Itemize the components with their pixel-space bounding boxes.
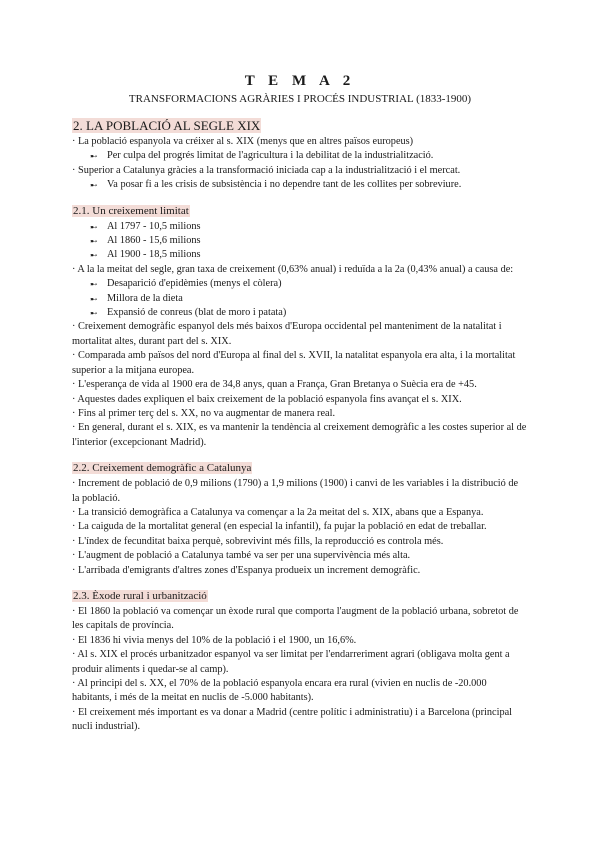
text-line: · Fins al primer terç del s. XX, no va augmentar de manera real. <box>72 407 336 419</box>
text-line: · La caiguda de la mortalitat general (en especial la infantil), fa pujar la població en edat de treballar. <box>72 521 487 533</box>
text-line: · L'esperança de vida al 1900 era de 34,8 anys, quan a França, Gran Bretanya o Suècia era de +45. <box>72 379 477 391</box>
text-line: · Comparada amb països del nord d'Europa al final del s. XVII, la natalitat espanyola era alta, i la mortalitat superior a la mitjana europea. <box>72 350 516 376</box>
text-line: · El 1836 hi vivia menys del 10% de la població i el 1900, un 16,6%. <box>72 634 357 646</box>
text-line: · El creixement més important es va donar a Madrid (centre polític i administratiu) i a Barcelona (principal nucli industrial). <box>72 706 513 733</box>
arrow-bullet-icon: ➸ <box>90 221 98 232</box>
list-item <box>90 306 528 320</box>
bullet-list <box>72 149 528 163</box>
text-line: · L'arribada d'emigrants d'altres zones d'Espanya produeix un increment demogràfic. <box>72 564 421 576</box>
list-item-text: Desaparició d'epidèmies (menys el còlera) <box>107 278 282 290</box>
list-item <box>90 248 528 262</box>
section-heading-2-2 <box>72 461 528 476</box>
arrow-bullet-icon: ➸ <box>90 151 98 162</box>
list-item-text: Al 1900 - 18,5 milions <box>107 249 201 261</box>
section-heading-2-1 <box>72 204 528 219</box>
list-item <box>90 220 528 234</box>
arrow-bullet-icon: ➸ <box>90 236 98 247</box>
list-item-text: Expansió de conreus (blat de moro i patata) <box>107 307 287 319</box>
list-item <box>90 149 528 163</box>
list-item-text: Millora de la dieta <box>107 292 183 304</box>
section-heading-2-3-text: 2.3. Èxode rural i urbanització <box>73 589 207 602</box>
text-line: · A la la meitat del segle, gran taxa de creixement (0,63% anual) i reduïda a la 2a (0,43% anual) a causa de: <box>72 263 514 275</box>
section-heading-2-3 <box>72 589 528 604</box>
text-line: · En general, durant el s. XIX, es va mantenir la tendència al creixement demogràfic a les costes superior al de l'interior (excepcionant Madrid). <box>72 422 527 448</box>
arrow-bullet-icon: ➸ <box>90 308 98 319</box>
list-item <box>90 292 528 306</box>
text-line: · Creixement demogràfic espanyol dels més baixos d'Europa occidental pel manteniment de la natalitat i mortalitat altes, durant part del s. XIX. <box>72 321 502 347</box>
text-line: · Aquestes dades expliquen el baix creixement de la població espanyola fins avançat el s. XIX. <box>72 393 462 405</box>
text-line: · La transició demogràfica a Catalunya va començar a la 2a meitat del s. XIX, abans que a Espanya. <box>72 506 484 518</box>
section-heading-2-text: 2. LA POBLACIÓ AL SEGLE XIX <box>73 118 261 133</box>
list-item <box>90 277 528 291</box>
document-title: T E M A 2 <box>244 73 356 89</box>
text-line: · La població espanyola va créixer al s. XIX (menys que en altres països europeus) <box>72 136 414 147</box>
text-line: · Increment de població de 0,9 milions (1790) a 1,9 milions (1900) i canvi de les variables i la distribució de la població. <box>72 478 519 504</box>
document-subtitle: TRANSFORMACIONS AGRÀRIES I PROCÉS INDUSTRIAL (1833-1900) <box>128 93 472 105</box>
arrow-bullet-icon: ➸ <box>90 279 98 290</box>
list-item-text: Va posar fi a les crisis de subsistència i no dependre tant de les collites per sobreviure. <box>107 179 462 191</box>
arrow-bullet-icon: ➸ <box>90 250 98 261</box>
text-line: · El 1860 la població va començar un èxode rural que comporta l'augment de la població urbana, sobretot de les capitals de província. <box>72 605 519 632</box>
text-line: · Al s. XIX el procés urbanitzador espanyol va ser limitat per l'endarreriment agrari (obligava molta gent a produir aliments i quedar-se al camp). <box>72 649 510 675</box>
bullet-list <box>72 220 528 263</box>
section-heading-2-1-text: 2.1. Un creixement limitat <box>73 204 189 217</box>
list-item-text: Al 1797 - 10,5 milions <box>107 220 201 232</box>
arrow-bullet-icon: ➸ <box>90 180 98 191</box>
arrow-bullet-icon: ➸ <box>90 293 98 304</box>
text-line: · Al principi del s. XX, el 70% de la població espanyola encara era rural (vivien en nuclis de -20.000 habitants, i més de la meitat en nuclis de -5.000 habitants). <box>72 678 487 704</box>
list-item <box>90 178 528 192</box>
text-line: · Superior a Catalunya gràcies a la transformació iniciada cap a la industrialització i el mercat. <box>72 164 461 176</box>
list-item <box>90 234 528 248</box>
section-heading-2-2-text: 2.2. Creixement demogràfic a Catalunya <box>73 462 252 475</box>
text-line: · L'augment de població a Catalunya també va ser per una supervivència més alta. <box>72 550 411 562</box>
list-item-text: Per culpa del progrés limitat de l'agricultura i la debilitat de la industrialització. <box>107 150 434 162</box>
bullet-list <box>72 277 528 320</box>
text-line: · L'índex de fecunditat baixa perquè, sobrevivint més fills, la reproducció es controla més. <box>72 535 444 547</box>
bullet-list <box>72 178 528 192</box>
list-item-text: Al 1860 - 15,6 milions <box>107 235 201 247</box>
section-heading-2 <box>72 118 528 134</box>
